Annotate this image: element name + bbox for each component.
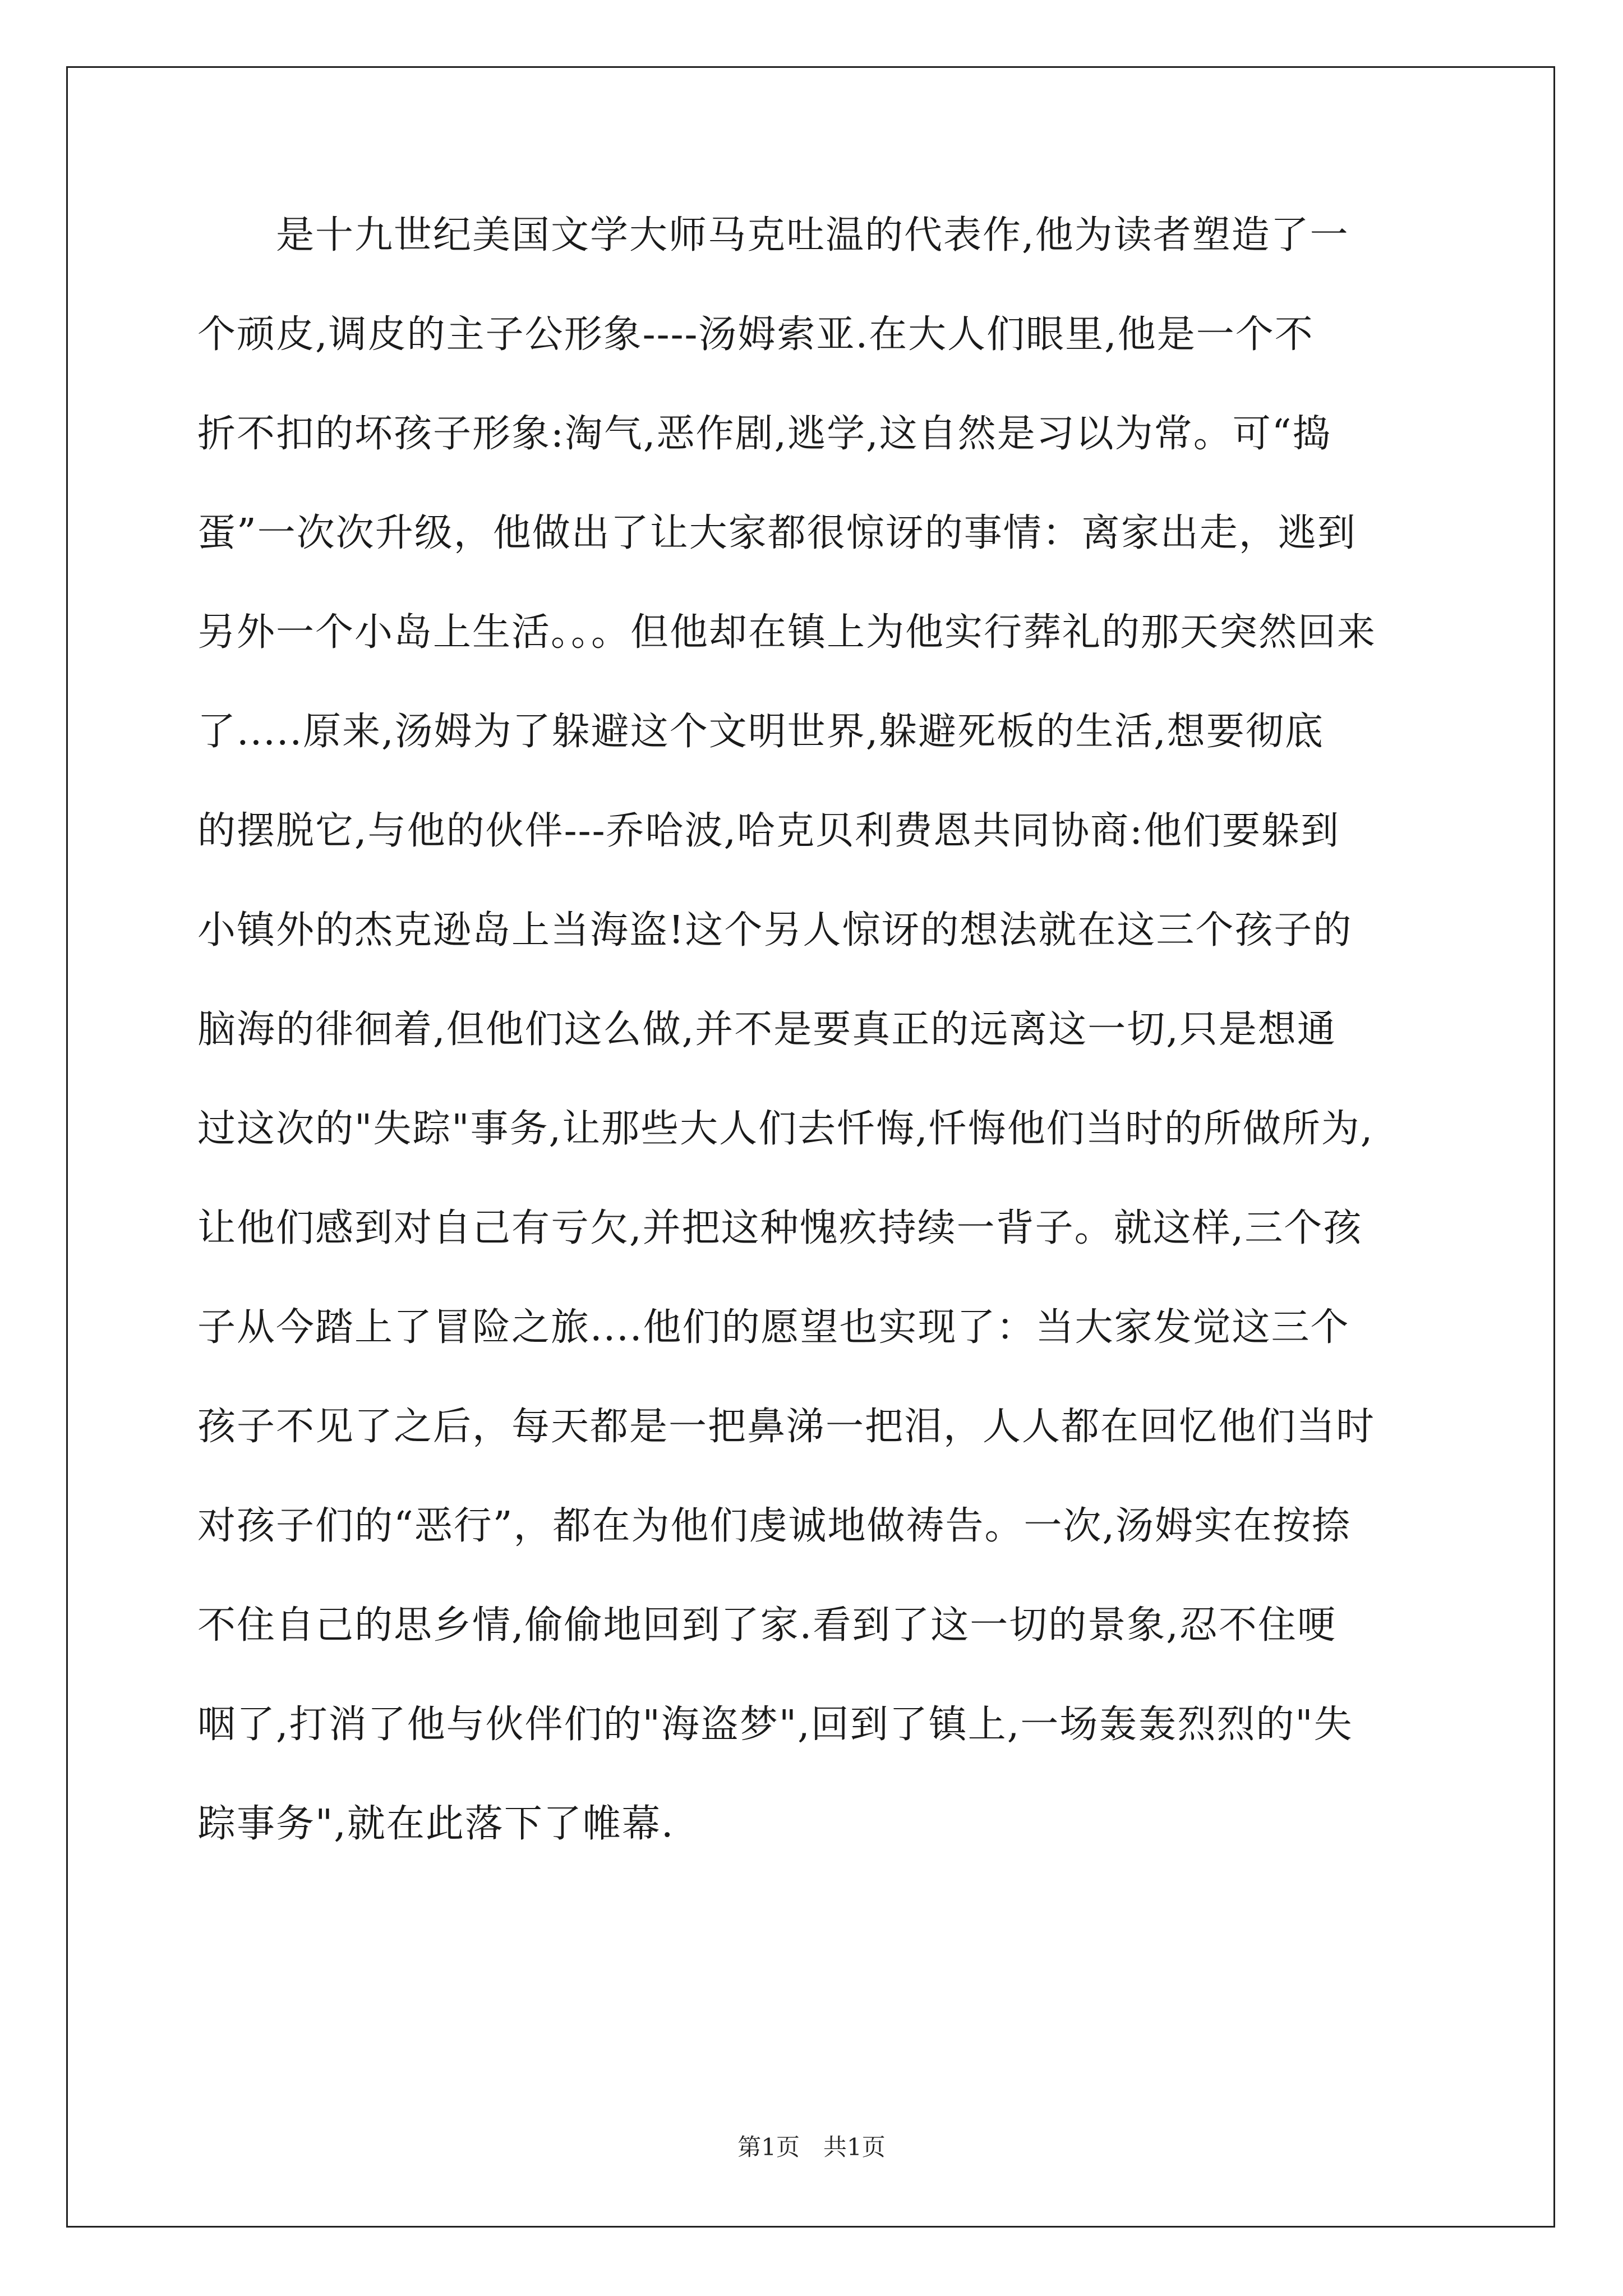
text-line: 蛋”一次次升级，他做出了让大家都很惊讶的事情：离家出走，逃到	[197, 511, 1357, 555]
text-line: 对孩子们的“恶行”，都在为他们虔诚地做祷告。一次,汤姆实在按捺	[197, 1504, 1352, 1548]
text-line: 了.....原来,汤姆为了躲避这个文明世界,躲避死板的生活,想要彻底	[197, 710, 1324, 754]
document-body	[197, 208, 1468, 1895]
page-footer	[0, 2131, 1623, 2164]
text-line: 小镇外的杰克逊岛上当海盗!这个另人惊讶的想法就在这三个孩子的	[197, 908, 1353, 953]
text-line: 的摆脱它,与他的伙伴---乔哈波,哈克贝利费恩共同协商:他们要躲到	[197, 809, 1340, 853]
text-line: 另外一个小岛上生活。。。但他却在镇上为他实行葬礼的那天突然回来	[197, 610, 1377, 655]
text-line: 子从今踏上了冒险之旅....他们的愿望也实现了：当大家发觉这三个	[197, 1305, 1350, 1350]
text-line: 孩子不见了之后，每天都是一把鼻涕一把泪，人人都在回忆他们当时	[197, 1405, 1376, 1449]
text-line: 咽了,打消了他与伙伴们的"海盗梦",回到了镇上,一场轰轰烈烈的"失	[197, 1703, 1353, 1747]
text-line: 让他们感到对自己有亏欠,并把这种愧疚持续一背子。就这样,三个孩	[197, 1206, 1363, 1250]
text-line: 折不扣的坏孩子形象:淘气,恶作剧,逃学,这自然是习以为常。可“捣	[197, 412, 1332, 456]
text-line: 踪事务",就在此落下了帷幕.	[197, 1802, 675, 1846]
text-line: 是十九世纪美国文学大师马克吐温的代表作,他为读者塑造了一	[197, 213, 1349, 257]
text-line: 不住自己的思乡情,偷偷地回到了家.看到了这一切的景象,忍不住哽	[197, 1603, 1336, 1648]
text-line: 过这次的"失踪"事务,让那些大人们去忏悔,忏悔他们当时的所做所为,	[197, 1107, 1374, 1151]
text-line: 脑海的徘徊着,但他们这么做,并不是要真正的远离这一切,只是想通	[197, 1007, 1336, 1052]
page-number: 第1页 共1页	[737, 2133, 886, 2161]
text-line: 个顽皮,调皮的主子公形象----汤姆索亚.在大人们眼里,他是一个不	[197, 312, 1314, 357]
